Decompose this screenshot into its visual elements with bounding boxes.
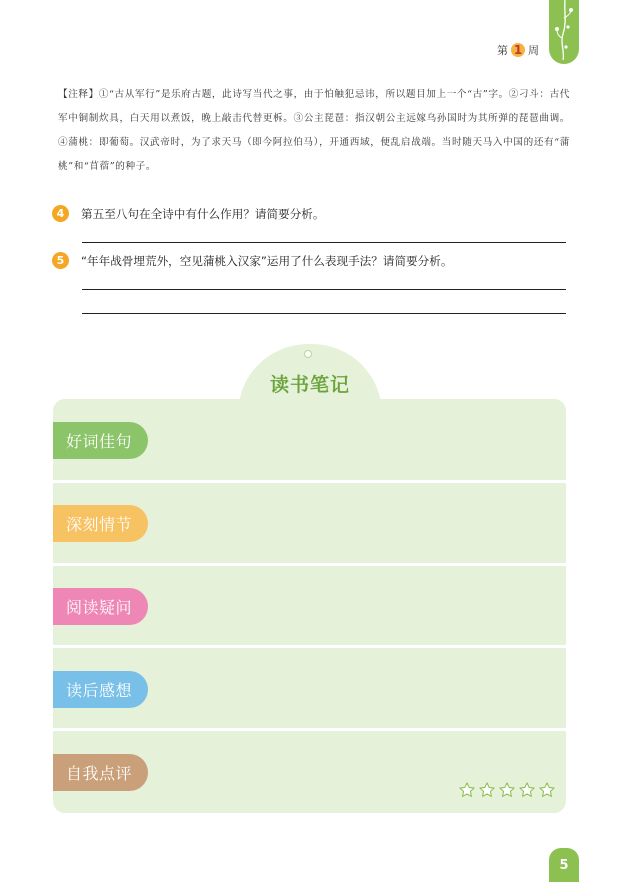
rating-star-icon[interactable] — [518, 781, 536, 799]
section-divider — [53, 645, 566, 648]
week-label — [497, 42, 539, 58]
week-prefix: 第 — [497, 44, 508, 57]
header-dot-icon — [304, 350, 312, 358]
question-text: “年年战骨埋荒外，空见蒲桃入汉家”运用了什么表现手法？请简要分析。 — [81, 253, 453, 268]
section-divider — [53, 563, 566, 566]
question-number-badge: 5 — [52, 252, 69, 269]
week-suffix: 周 — [528, 44, 539, 57]
answer-line[interactable] — [82, 289, 566, 290]
week-number-badge: 1 — [511, 43, 525, 57]
annotation-paragraph: 【注释】①“古从军行”是乐府古题，此诗写当代之事，由于怕触犯忌讳，所以题目加上一个“古”字。②刁斗：古代军中铜制炊具，白天用以煮饭，晚上敲击代替更柝。③公主琵琶：指汉朝公主远嫁乌孙国时为其所弹的琵琶曲调。④蒲桃：即葡萄。汉武帝时，为了求天马（即今阿拉伯马），开通西域，便乱启战端。当时随天马入中国的还有“蒲桃”和“苜蓿”的种子。 — [58, 89, 570, 172]
reading-notes-title: 读书笔记 — [269, 374, 350, 396]
notes-section-plot[interactable]: 深刻情节 — [53, 505, 148, 542]
answer-line[interactable] — [82, 313, 566, 314]
notes-section-reflection[interactable]: 读后感想 — [53, 671, 148, 708]
rating-star-icon[interactable] — [498, 781, 516, 799]
answer-line[interactable] — [82, 242, 566, 243]
self-rating-stars — [458, 781, 556, 799]
rating-star-icon[interactable] — [478, 781, 496, 799]
section-divider — [53, 480, 566, 483]
week-tab-decoration — [549, 0, 579, 64]
question-number-badge: 4 — [52, 205, 69, 222]
question-5 — [52, 252, 572, 269]
rating-star-icon[interactable] — [538, 781, 556, 799]
rating-star-icon[interactable] — [458, 781, 476, 799]
page-number: 5 — [549, 848, 579, 882]
notes-section-questions[interactable]: 阅读疑问 — [53, 588, 148, 625]
vine-decoration-icon — [549, 0, 579, 64]
notes-section-self-review[interactable]: 自我点评 — [53, 754, 148, 791]
section-divider — [53, 728, 566, 731]
question-text: 第五至八句在全诗中有什么作用？请简要分析。 — [81, 206, 325, 221]
notes-section-good-phrases[interactable]: 好词佳句 — [53, 422, 148, 459]
question-4 — [52, 205, 572, 222]
